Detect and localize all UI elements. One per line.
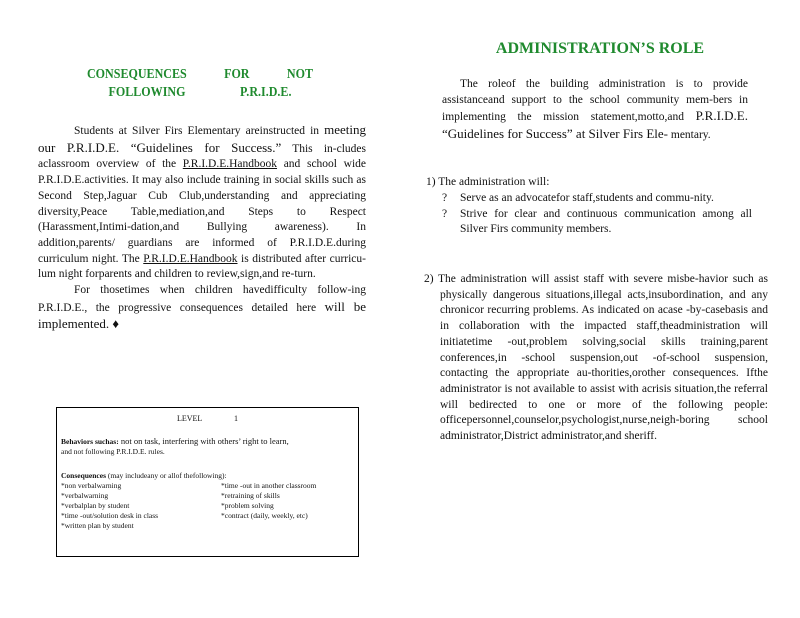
right-column	[400, 0, 800, 618]
consequences-body	[38, 122, 366, 334]
implemented-phrase: will be implemented. ♦	[38, 298, 367, 332]
bullet-mark: ?	[442, 207, 448, 220]
consequence-item: *verbalplan by student	[61, 501, 130, 510]
administration-heading: ADMINISTRATION’S ROLE	[495, 40, 705, 57]
consequence-item: *written plan by student	[61, 521, 134, 530]
consequences-section	[61, 471, 354, 481]
bullet-mark: ?	[442, 192, 448, 204]
administration-intro: The roleof the building administration is to provide assistanceand support to the school community mem-bers in implementing the mission statement,motto,and P.R.I.D.E. “Guidelines for Success” at Silver Firs Ele- mentary.	[442, 78, 748, 142]
behaviors-section	[61, 436, 354, 457]
guidelines-phrase: P.R.I.D.E. “Guidelines for Success” at Silver Firs Ele-	[442, 108, 748, 142]
consequences-list	[61, 481, 354, 531]
consequence-item: *retraining of skills	[221, 491, 280, 500]
consequence-item: *verbalwarning	[61, 491, 109, 500]
heading-line-1: CONSEQUENCES FOR NOT	[86, 67, 314, 82]
guidelines-phrase: meeting our P.R.I.D.E. “Guidelines for Success.”	[38, 122, 366, 155]
consequence-item: *non verbalwarning	[61, 481, 122, 490]
list-item: ? Serve as an advocatefor staff,students and commu-nity.	[442, 191, 752, 207]
item-2-text: 2) The administration will assist staff with severe misbe-havior such as physically dangerous situations,illegal acts,insubordination, and any chronicor recurring problems. As indicated on acase -by-casebasis and in collaboration with the impacted staff,theadministration will initiatetime -out,problem solving,social skills training,parent conferences,in -school suspension,out -of-school suspension, contacting the appropriate au-thorities,orother consequences. Ifthe administrator is not available to assist with acrisis situation,the referral will bedirected to one or more of the following people: officepersonnel,counselor,psychologist,nurse,neigh-boring school administrator,District administrator,and sheriff.	[424, 273, 768, 443]
behaviors-label: Behaviors suchas:	[61, 437, 119, 446]
behaviors-text-2: and not following P.R.I.D.E. rules.	[61, 447, 165, 456]
consequences-paragraph-2: For thosetimes when children havedifficulty follow-ing P.R.I.D.E., the progressive consequences detailed here will be implemented. ♦	[38, 284, 367, 332]
handbook-reference-2: P.R.I.D.E.Handbook	[143, 252, 238, 265]
consequence-item: *time -out/solution desk in class	[61, 511, 159, 520]
consequences-paragraph-1: Students at Silver Firs Elementary areinstructed in meeting our P.R.I.D.E. “Guidelines for Success.” This in-cludes aclassroom overview of the P.R.I.D.E.Handbook and school wide P.R.I.D.E.activities. It may also include training in social skills such as Second Step,Jaguar Cub Club,understanding and appreciating diversity,Peace Table,mediation,and Steps to Respect (Harassment,Intimi-dation,and Bullying awareness). In addition,parents/ guardians are informed of P.R.I.D.E.during curriculum night. The P.R.I.D.E.Handbook is distributed after curricu-lum night forparents and children to review,sign,and re-turn.	[38, 122, 367, 281]
list-item: ? Strive for clear and continuous communication among all Silver Firs community members.	[442, 207, 752, 238]
heading-line-2: FOLLOWING P.R.I.D.E.	[108, 85, 292, 100]
consequences-heading	[62, 66, 337, 102]
item-1-heading: 1) The administration will:	[426, 176, 550, 188]
level-1-box	[56, 407, 359, 557]
consequence-item: *time -out in another classroom	[221, 481, 317, 490]
handbook-reference: P.R.I.D.E.Handbook	[182, 158, 278, 171]
item-1-bullets	[442, 191, 752, 238]
behaviors-text: not on task, interfering with others’ right to learn,	[118, 436, 289, 446]
level-title: LEVEL 1	[176, 414, 239, 423]
consequence-item	[221, 521, 354, 531]
consequences-note: (may includeany or allof thefollowing):	[106, 471, 227, 480]
consequence-item: *contract (daily, weekly, etc)	[221, 511, 308, 520]
consequence-item: *problem solving	[221, 501, 274, 510]
consequences-label: Consequences	[61, 471, 107, 480]
